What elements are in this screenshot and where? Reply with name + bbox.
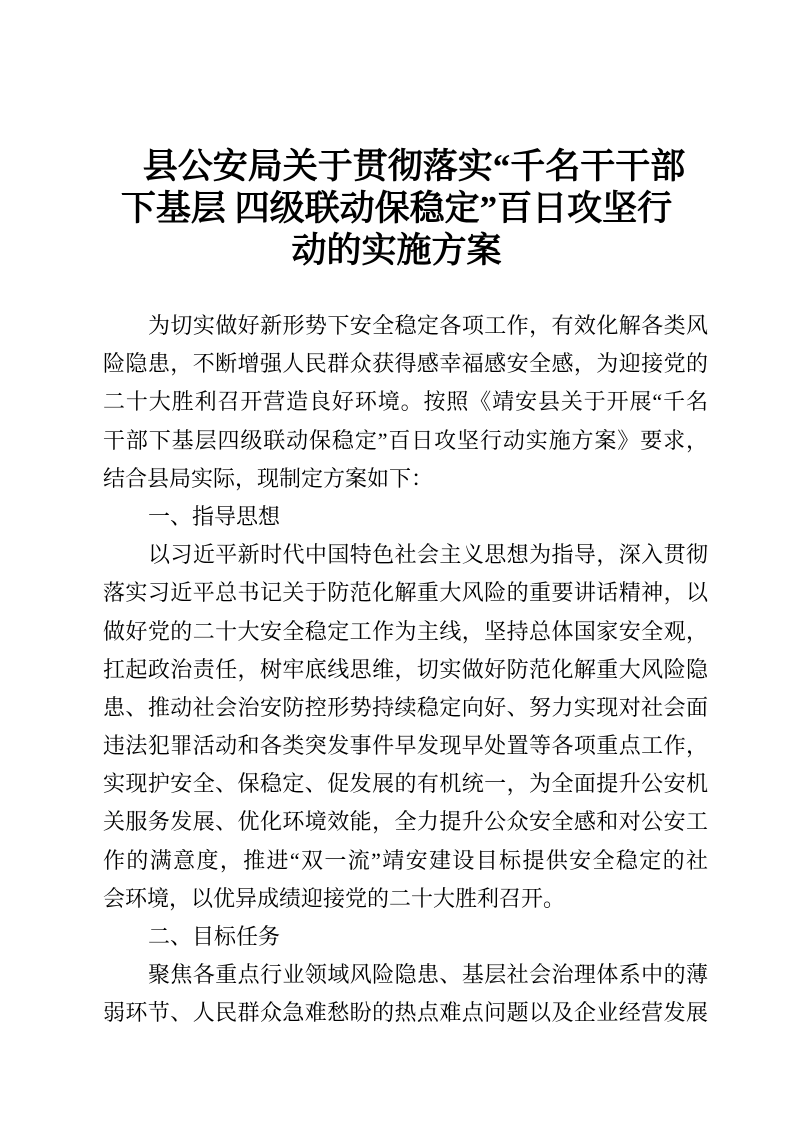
- body-text-line: 二十大胜利召开营造良好环境。按照《靖安县关于开展“千名: [103, 389, 708, 415]
- body-text-line: 以习近平新时代中国特色社会主义思想为指导，深入贯彻: [148, 542, 708, 568]
- body-text-line: 作的满意度，推进“双一流”靖安建设目标提供安全稳定的社: [103, 847, 708, 873]
- body-text-line: 会环境，以优异成绩迎接党的二十大胜利召开。: [103, 885, 566, 911]
- body-text-line: 实现护安全、保稳定、促发展的有机统一，为全面提升公安机: [103, 771, 708, 797]
- body-text-line: 扛起政治责任，树牢底线思维，切实做好防范化解重大风险隐: [103, 656, 708, 682]
- section-heading: 一、指导思想: [148, 503, 281, 529]
- body-text-line: 落实习近平总书记关于防范化解重大风险的重要讲话精神，以: [103, 580, 708, 606]
- title-line: 动的实施方案: [291, 231, 502, 270]
- body-text-line: 关服务发展、优化环境效能，全力提升公众安全感和对公安工: [103, 809, 708, 835]
- document-title: [0, 146, 793, 272]
- body-text-line: 为切实做好新形势下安全稳定各项工作，有效化解各类风: [148, 313, 708, 338]
- title-line: 下基层 四级联动保稳定”百日攻坚行: [120, 189, 673, 228]
- body-text-line: 弱环节、人民群众急难愁盼的热点难点问题以及企业经营发展: [103, 1000, 708, 1026]
- body-text-line: 聚焦各重点行业领域风险隐患、基层社会治理体系中的薄: [148, 962, 708, 988]
- body-text-line: 结合县局实际，现制定方案如下：: [103, 465, 434, 491]
- body-text-line: 违法犯罪活动和各类突发事件早发现早处置等各项重点工作，: [103, 733, 708, 759]
- title-line: 县公安局关于贯彻落实“千名干干部: [107, 147, 686, 186]
- body-text-line: 险隐患，不断增强人民群众获得感幸福感安全感，为迎接党的: [103, 351, 708, 377]
- section-heading: 二、目标任务: [148, 924, 281, 949]
- body-text-line: 患、推动社会治安防控形势持续稳定向好、努力实现对社会面: [103, 694, 708, 720]
- body-text-line: 干部下基层四级联动保稳定”百日攻坚行动实施方案》要求，: [103, 427, 708, 453]
- body-text-line: 做好党的二十大安全稳定工作为主线，坚持总体国家安全观，: [103, 618, 708, 644]
- document-body: [103, 307, 708, 1033]
